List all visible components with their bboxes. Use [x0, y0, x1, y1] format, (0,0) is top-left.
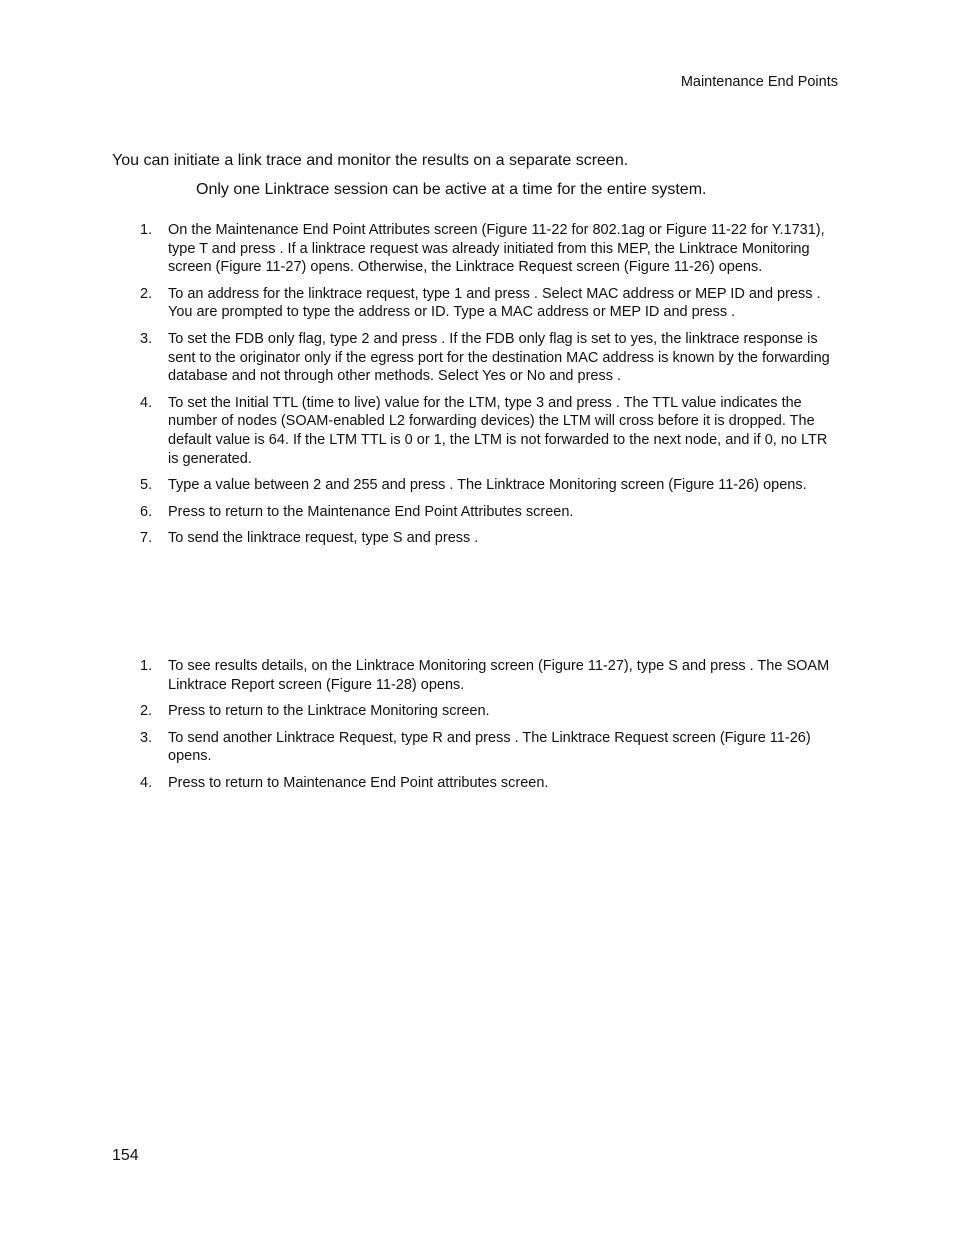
step-text: Press to return to the Maintenance End Point Attributes screen. [168, 503, 574, 520]
step-number: 3. [140, 330, 153, 347]
step-number: 5. [140, 477, 153, 494]
step-item [112, 394, 840, 468]
step-item [112, 729, 840, 766]
step-text: Type a value between 2 and 255 and press . The Linktrace Monitoring screen (Figure 11-26) opens. [168, 477, 807, 494]
step-number: 2. [140, 703, 153, 720]
step-number: 1. [140, 222, 153, 238]
step-text: To see results details, on the Linktrace Monitoring screen (Figure 11-27), type S and press . The SOAM Linktrace Report screen (Figure 11-28) opens. [168, 658, 830, 693]
page-number: 154 [112, 1147, 139, 1164]
step-item [112, 529, 840, 548]
view-results-steps [112, 657, 840, 801]
step-number: 4. [140, 394, 153, 411]
step-text: Press to return to the Linktrace Monitoring screen. [168, 703, 490, 720]
step-text: On the Maintenance End Point Attributes screen (Figure 11-22 for 802.1ag or Figure 11-22 for Y.1731), type T and press . If a linktrace request was already initiated from this MEP, the Linktrace Monitoring screen (Figure 11-27) opens. Otherwise, the Linktrace Request screen (Figure 11-26) opens. [168, 222, 825, 276]
step-text: To set the Initial TTL (time to live) value for the LTM, type 3 and press . The TTL value indicates the number of nodes (SOAM-enabled L2 forwarding devices) the LTM will cross before it is dropped. The default value is 64. If the LTM TTL is 0 or 1, the LTM is not forwarded to the next node, and if 0, no LTR is generated. [168, 394, 828, 467]
running-header: Maintenance End Points [680, 74, 838, 90]
step-number: 3. [140, 729, 153, 746]
step-text: To an address for the linktrace request, type 1 and press . Select MAC address or MEP ID and press . You are prompted to type the address or ID. Type a MAC address or MEP ID and press . [168, 285, 821, 321]
step-number: 7. [140, 530, 153, 547]
step-text: Press to return to Maintenance End Point attributes screen. [168, 774, 549, 791]
step-item [112, 221, 840, 277]
step-number: 2. [140, 285, 153, 302]
step-number: 1. [140, 658, 153, 674]
step-item [112, 330, 840, 386]
step-item [112, 702, 840, 721]
intro-paragraph: You can initiate a link trace and monitor the results on a separate screen. [112, 152, 629, 169]
note-paragraph: Only one Linktrace session can be active at a time for the entire system. [196, 181, 707, 198]
step-item [112, 503, 840, 522]
step-item [112, 657, 840, 694]
initiate-linktrace-steps [112, 221, 840, 556]
step-text: To send the linktrace request, type S and press . [168, 530, 479, 547]
step-item [112, 774, 840, 793]
step-number: 4. [140, 774, 153, 791]
step-item [112, 476, 840, 495]
step-item [112, 285, 840, 322]
step-number: 6. [140, 503, 153, 520]
step-text: To set the FDB only flag, type 2 and press . If the FDB only flag is set to yes, the linktrace response is sent to the originator only if the egress port for the destination MAC address is known by the forwarding database and not through other methods. Select Yes or No and press . [168, 330, 830, 385]
step-text: To send another Linktrace Request, type R and press . The Linktrace Request screen (Figure 11-26) opens. [168, 729, 811, 765]
